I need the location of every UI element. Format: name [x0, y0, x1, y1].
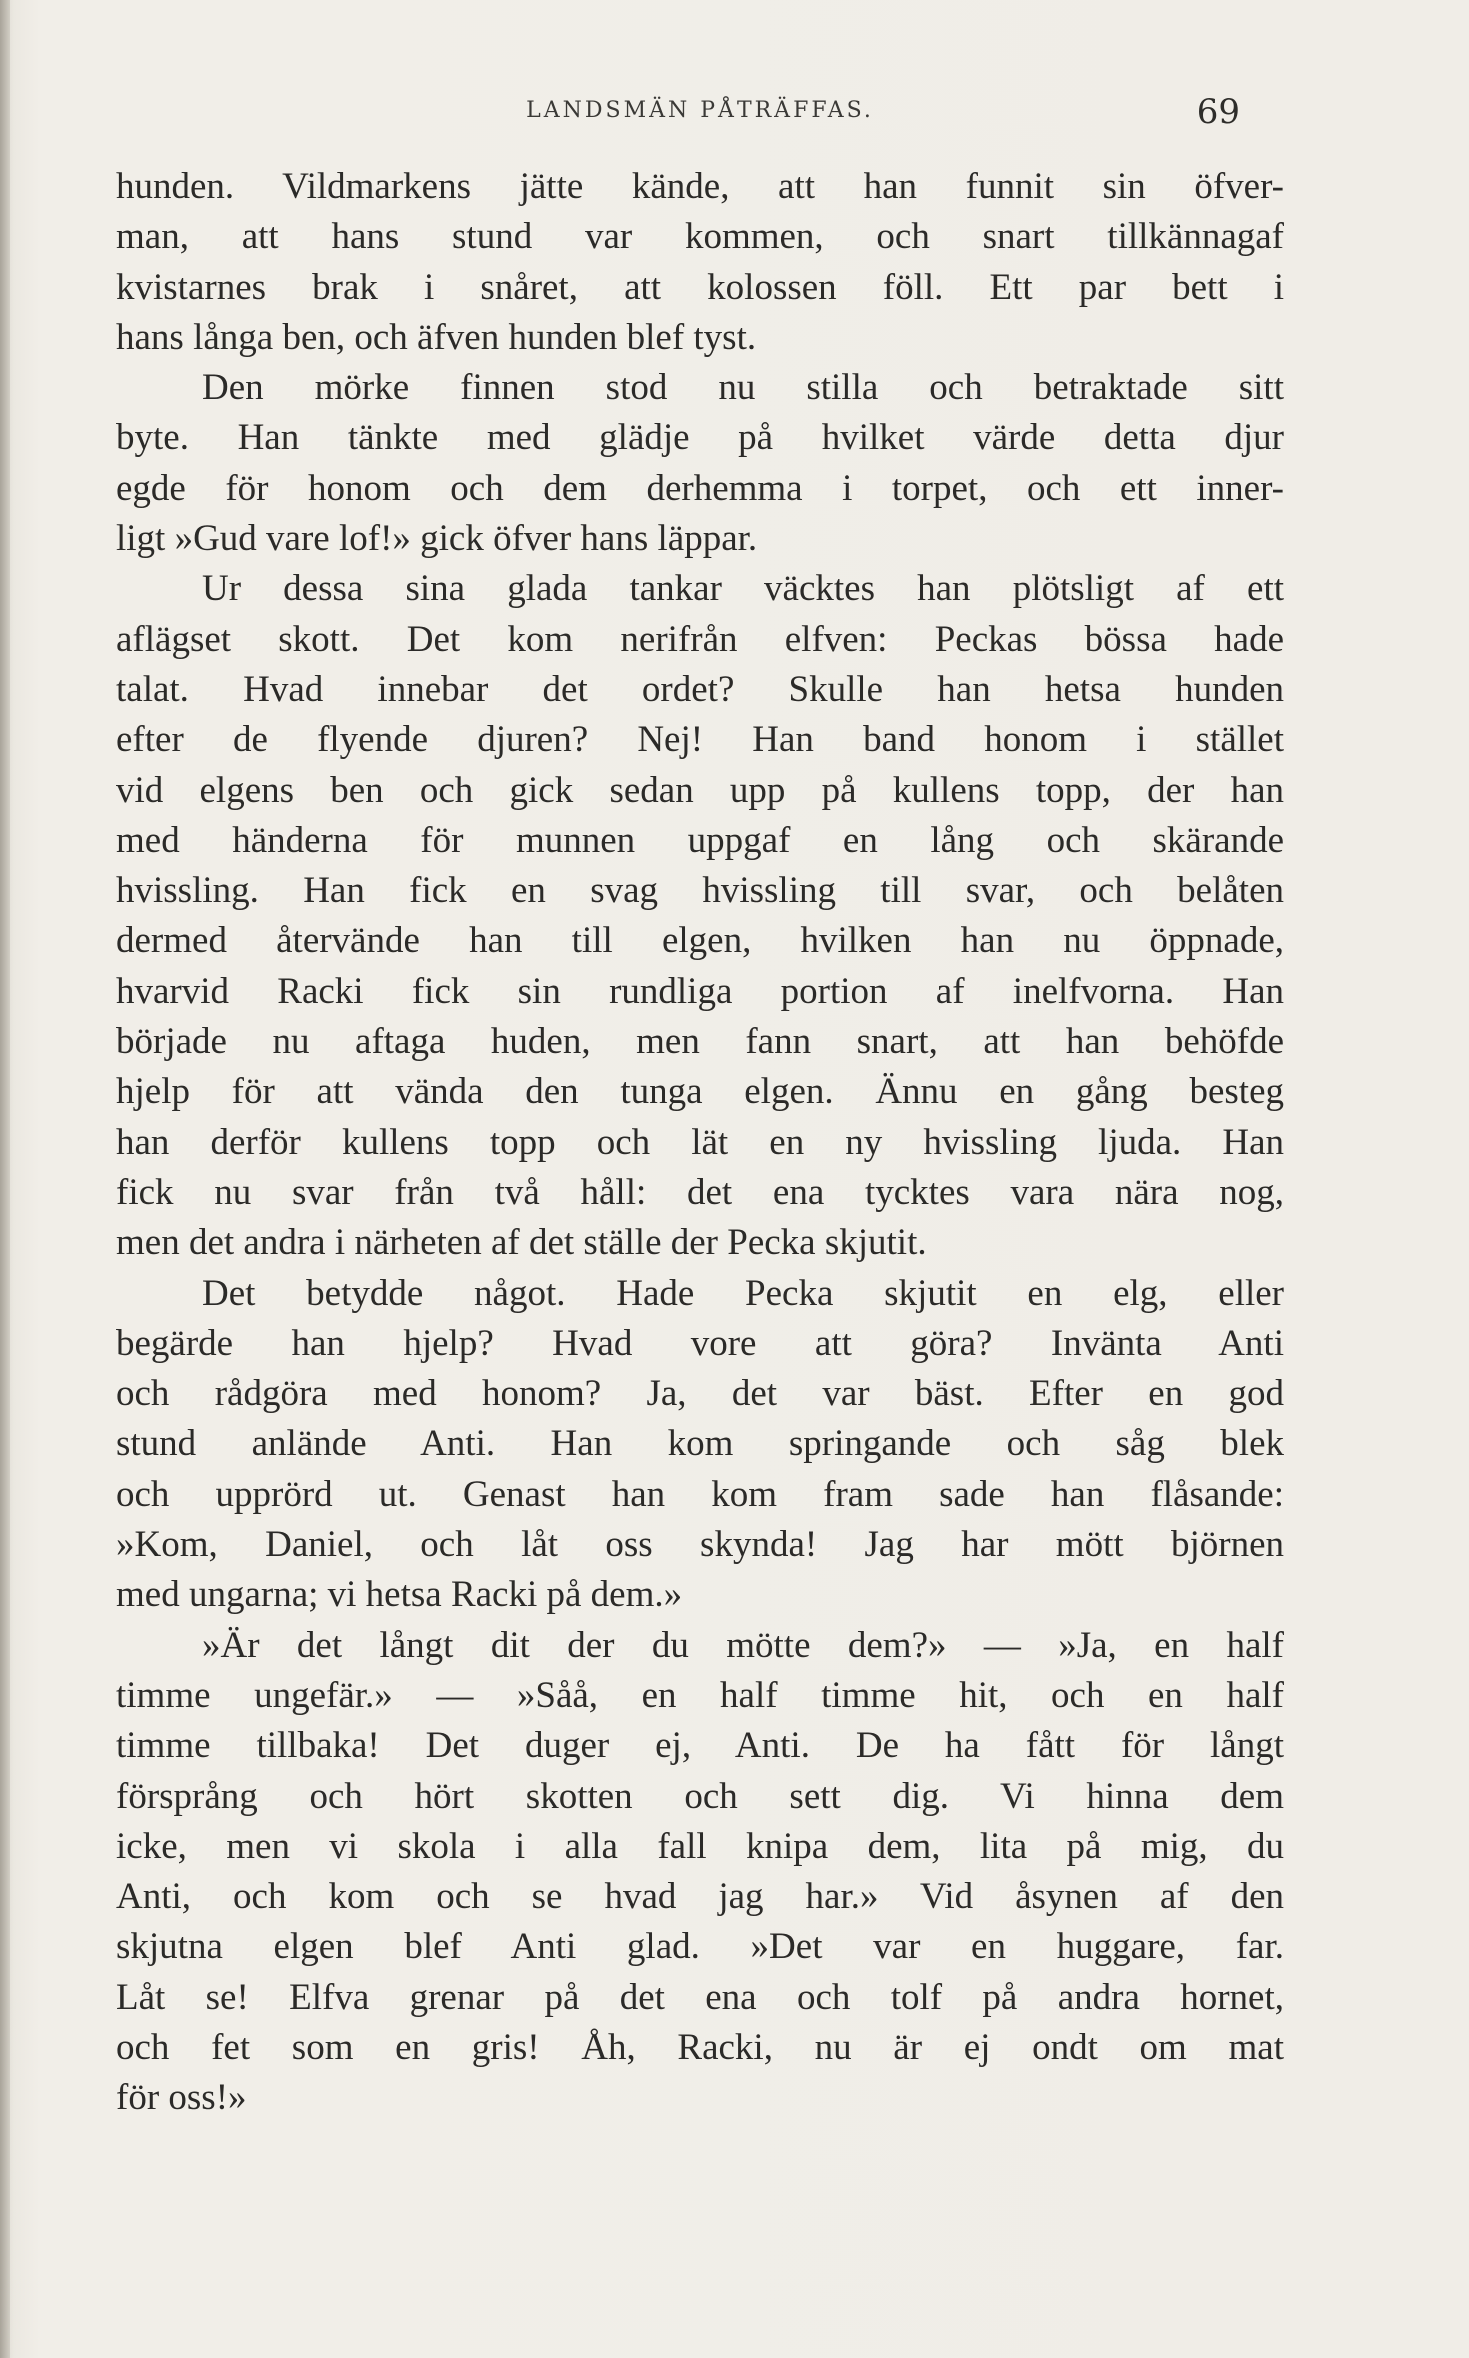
- text-line: men det andra i närheten af det ställe der Pecka skjutit.: [116, 1222, 927, 1264]
- paragraph-start-line: Den mörke finnen stod nu stilla och betraktade sitt: [202, 367, 1284, 409]
- running-header: [116, 92, 1284, 134]
- text-line: egde för honom och dem derhemma i torpet, och ett inner-: [116, 467, 1284, 509]
- text-line: stund anlände Anti. Han kom springande och såg blek: [116, 1423, 1284, 1465]
- text-line: hvarvid Racki fick sin rundliga portion af inelfvorna. Han: [116, 970, 1284, 1012]
- text-line: fick nu svar från två håll: det ena tycktes vara nära nog,: [116, 1171, 1284, 1213]
- text-line: byte. Han tänkte med glädje på hvilket värde detta djur: [116, 417, 1284, 459]
- text-line: kvistarnes brak i snåret, att kolossen föll. Ett par bett i: [116, 266, 1284, 308]
- text-line: »Kom, Daniel, och låt oss skynda! Jag har mött björnen: [116, 1524, 1284, 1566]
- paragraph-start-line: »Är det långt dit der du mötte dem?» — »Ja, en half: [202, 1624, 1284, 1666]
- text-line: man, att hans stund var kommen, och snart tillkännagaf: [116, 216, 1284, 258]
- text-line: begärde han hjelp? Hvad vore att göra? Invänta Anti: [116, 1322, 1284, 1364]
- text-line: ligt »Gud vare lof!» gick öfver hans läppar.: [116, 518, 758, 560]
- text-line: skjutna elgen blef Anti glad. »Det var en huggare, far.: [116, 1926, 1284, 1968]
- text-line: icke, men vi skola i alla fall knipa dem, lita på mig, du: [116, 1825, 1284, 1867]
- text-line: för oss!»: [116, 2077, 247, 2119]
- text-line: hans långa ben, och äfven hunden blef tyst.: [116, 316, 757, 358]
- paragraph-start-line: Ur dessa sina glada tankar väcktes han plötsligt af ett: [202, 568, 1284, 610]
- text-line: vid elgens ben och gick sedan upp på kullens topp, der han: [116, 769, 1284, 811]
- text-line: försprång och hört skotten och sett dig. Vi hinna dem: [116, 1775, 1284, 1817]
- text-line: och upprörd ut. Genast han kom fram sade han flåsande:: [116, 1473, 1284, 1515]
- text-line: började nu aftaga huden, men fann snart, att han behöfde: [116, 1021, 1284, 1063]
- text-line: talat. Hvad innebar det ordet? Skulle han hetsa hunden: [116, 668, 1284, 710]
- paragraph-start-line: Det betydde något. Hade Pecka skjutit en elg, eller: [202, 1272, 1284, 1314]
- text-line: hjelp för att vända den tunga elgen. Ännu en gång besteg: [116, 1071, 1284, 1113]
- body-text: [116, 162, 1284, 2124]
- text-line: hvissling. Han fick en svag hvissling till svar, och belåten: [116, 870, 1284, 912]
- text-line: timme ungefär.» — »Såå, en half timme hit, och en half: [116, 1674, 1284, 1716]
- text-line: han derför kullens topp och lät en ny hvissling ljuda. Han: [116, 1121, 1284, 1163]
- text-line: med ungarna; vi hetsa Racki på dem.»: [116, 1574, 683, 1616]
- text-line: hunden. Vildmarkens jätte kände, att han funnit sin öfver-: [116, 166, 1284, 207]
- text-line: timme tillbaka! Det duger ej, Anti. De ha fått för långt: [116, 1725, 1284, 1767]
- text-line: efter de flyende djuren? Nej! Han band honom i stället: [116, 719, 1284, 761]
- text-line: dermed återvände han till elgen, hvilken han nu öppnade,: [116, 920, 1284, 962]
- page-binding-edge: [0, 0, 10, 2358]
- text-line: med händerna för munnen uppgaf en lång och skärande: [116, 819, 1284, 861]
- text-line: Anti, och kom och se hvad jag har.» Vid åsynen af den: [116, 1876, 1284, 1918]
- text-line: aflägset skott. Det kom nerifrån elfven: Peckas bössa hade: [116, 618, 1284, 660]
- text-line: och fet som en gris! Åh, Racki, nu är ej ondt om mat: [116, 2026, 1284, 2068]
- page-number: 69: [1196, 92, 1240, 132]
- text-line: Låt se! Elfva grenar på det ena och tolf på andra hornet,: [116, 1976, 1284, 2018]
- running-title: LANDSMÄN PÅTRÄFFAS.: [526, 98, 874, 123]
- text-line: och rådgöra med honom? Ja, det var bäst. Efter en god: [116, 1373, 1284, 1415]
